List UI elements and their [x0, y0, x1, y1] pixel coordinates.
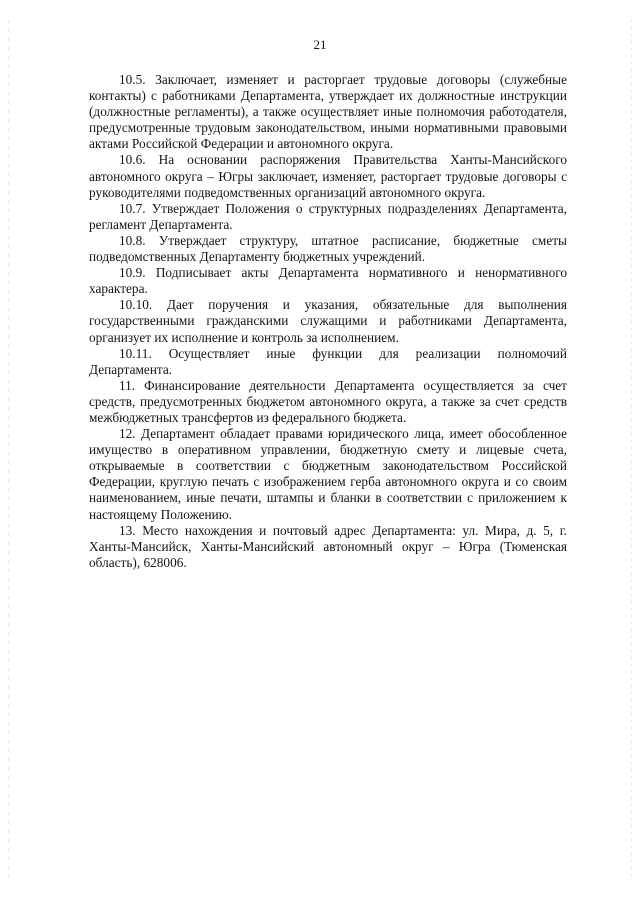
- paragraph-10-7: 10.7. Утверждает Положения о структурных подразделениях Департамента, регламент Департамента.: [89, 200, 567, 232]
- page-number: 21: [313, 37, 327, 52]
- document-body: [89, 72, 567, 571]
- paragraph-10-11: 10.11. Осуществляет иные функции для реализации полномочий Департамента.: [89, 345, 567, 377]
- paragraph-10-5: 10.5. Заключает, изменяет и расторгает трудовые договоры (служебные контакты) с работниками Департамента, утверждает их должностные инструкции (должностные регламенты), а также осуществляет иные полномочия работодателя, предусмотренные трудовым законодательством, иными нормативными правовыми актами Российской Федерации и автономного округа.: [89, 72, 567, 152]
- scan-edge-left: [8, 20, 9, 880]
- paragraph-10-6: 10.6. На основании распоряжения Правительства Ханты-Мансийского автономного округа – Югры заключает, изменяет, расторгает трудовые договоры с руководителями подведомственных организаций автономного округа.: [89, 152, 567, 200]
- paragraph-11: 11. Финансирование деятельности Департамента осуществляется за счет средств, предусмотренных бюджетом автономного округа, а также за счет средств межбюджетных трансфертов из федерального бюджета.: [89, 377, 567, 425]
- paragraph-10-10: 10.10. Дает поручения и указания, обязательные для выполнения государственными гражданскими служащими и работниками Департамента, организует их исполнение и контроль за исполнением.: [89, 297, 567, 345]
- paragraph-12: 12. Департамент обладает правами юридического лица, имеет обособленное имущество в оперативном управлении, бюджетную смету и лицевые счета, открываемые в соответствии с бюджетным законодательством Российской Федерации, круглую печать с изображением герба автономного округа и со своим наименованием, иные печати, штампы и бланки в соответствии с приложением к настоящему Положению.: [89, 426, 567, 522]
- paragraph-10-9: 10.9. Подписывает акты Департамента нормативного и ненормативного характера.: [89, 265, 567, 297]
- scan-edge-right: [631, 20, 632, 880]
- paragraph-10-8: 10.8. Утверждает структуру, штатное расписание, бюджетные сметы подведомственных Департаменту бюджетных учреждений.: [89, 232, 567, 265]
- paragraph-13: 13. Место нахождения и почтовый адрес Департамента: ул. Мира, д. 5, г. Ханты-Мансийск, Ханты-Мансийский автономный округ – Югра (Тюменская область), 628006.: [89, 522, 567, 570]
